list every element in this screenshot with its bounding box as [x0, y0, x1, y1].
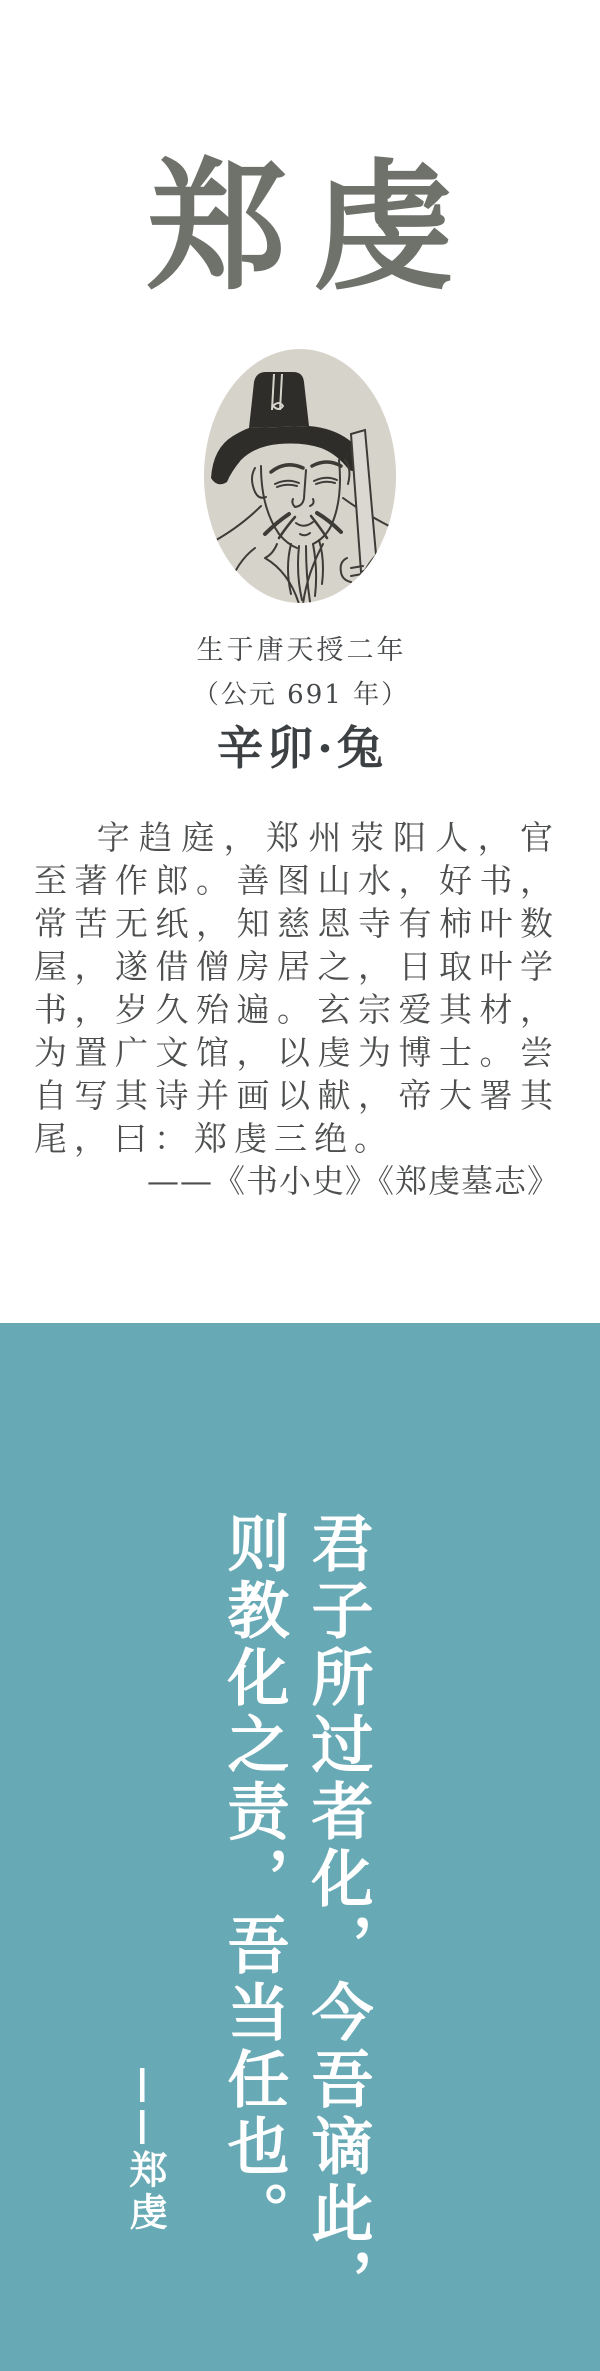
- quote-line-2: 则教化之责，吾当任也。: [217, 1511, 290, 2248]
- quote-attribution: ——郑虔: [123, 2066, 168, 2234]
- quote-panel: [0, 1323, 600, 2371]
- birth-era-text: 生于唐天授二年: [196, 635, 407, 666]
- quote-line-1: 君子所过者化，今吾谪此，: [301, 1511, 374, 2315]
- zodiac-text: 辛卯·兔: [216, 721, 387, 775]
- tang-scholar-portrait-icon: [203, 348, 397, 604]
- biography-paragraph: 字趋庭，郑州荥阳人，官至著作郎。善图山水，好书，常苦无纸，知慈恩寺有柿叶数屋，遂借僧房居之，日取叶学书，岁久殆遍。玄宗爱其材，为置广文馆，以虔为博士。尝自写其诗并画以献，帝大署其尾，曰：郑虔三绝。: [34, 818, 560, 1158]
- biography-source: ——《书小史》《郑虔墓志》: [146, 1162, 560, 1200]
- quote-vertical-text: [211, 1511, 379, 2315]
- portrait-illustration: [203, 348, 397, 604]
- birth-year-text: （公元 691 年）: [192, 680, 410, 710]
- page-title: 郑虔: [146, 146, 479, 310]
